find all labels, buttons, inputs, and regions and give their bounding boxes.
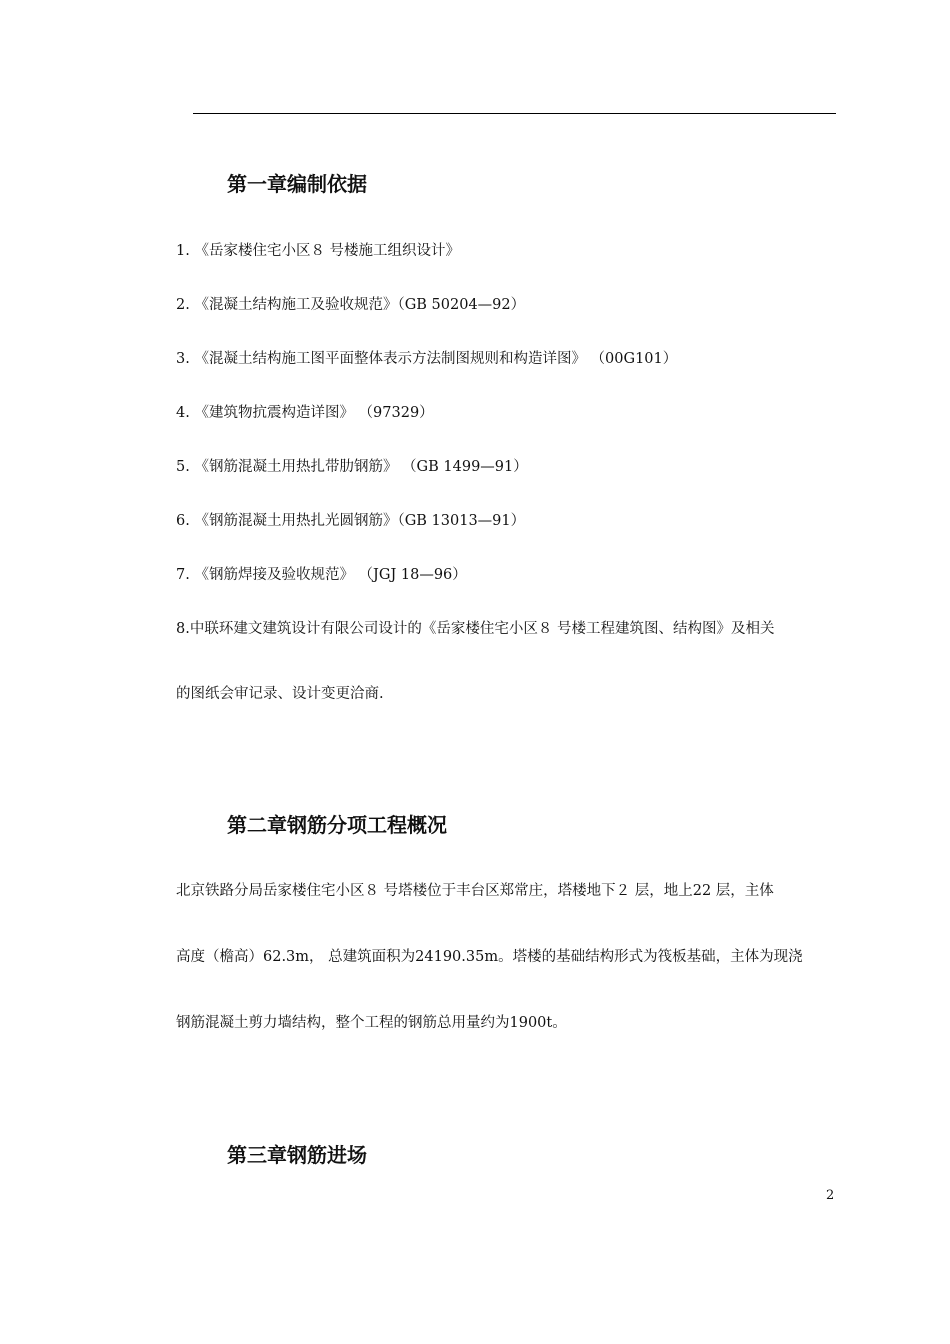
basis-item-1: 1. 《岳家楼住宅小区８ 号楼施工组织设计》 [176,243,461,259]
basis-item-6: 6. 《钢筋混凝土用热扎光圆钢筋》（GB 13013—91） [176,513,526,529]
basis-item-4: 4. 《建筑物抗震构造详图》 （97329） [176,405,434,421]
overview-line-2: 高度（檐高）62.3m， 总建筑面积为24190.35m。塔楼的基础结构形式为筏板基础，主体为现浇 [176,949,803,965]
page-number: 2 [826,1188,835,1203]
chapter-1-title: 第一章编制依据 [227,172,367,196]
overview-line-3: 钢筋混凝土剪力墙结构，整个工程的钢筋总用量约为1900t。 [176,1015,567,1031]
basis-item-2: 2. 《混凝土结构施工及验收规范》（GB 50204—92） [176,297,526,313]
overview-line-1: 北京铁路分局岳家楼住宅小区８ 号塔楼位于丰台区郑常庄，塔楼地下２ 层，地上22 层，主体 [176,883,774,899]
basis-item-8-line-1: 8.中联环建文建筑设计有限公司设计的《岳家楼住宅小区８ 号楼工程建筑图、结构图》及相关 [176,621,775,637]
basis-item-7: 7. 《钢筋焊接及验收规范》 （JGJ 18—96） [176,567,467,583]
basis-item-5: 5. 《钢筋混凝土用热扎带肋钢筋》 （GB 1499—91） [176,459,528,475]
basis-item-3: 3. 《混凝土结构施工图平面整体表示方法制图规则和构造详图》 （00G101） [176,351,678,367]
basis-item-8-line-2: 的图纸会审记录、设计变更洽商. [176,686,384,702]
chapter-3-title: 第三章钢筋进场 [227,1143,367,1167]
chapter-2-title: 第二章钢筋分项工程概况 [227,813,447,837]
header-rule [193,113,836,114]
